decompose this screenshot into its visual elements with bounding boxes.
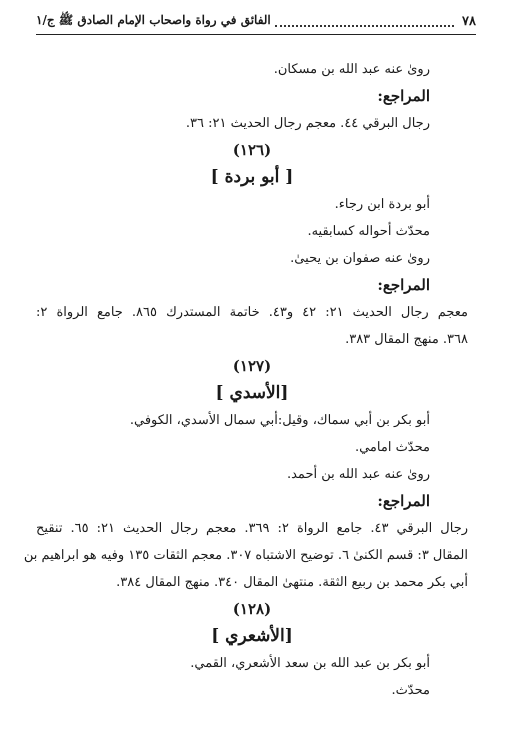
- page-number: ٧٨: [462, 13, 476, 29]
- entry-number: (١٢٦): [232, 141, 272, 159]
- references-line: معجم رجال الحديث ٢١: ٤٢ و٤٣. خاتمة المستدرك ٨٦٥. جامع الرواة ٢:: [36, 305, 468, 320]
- references-line: رجال البرقي ٤٣. جامع الرواة ٢: ٣٦٩. معجم رجال الحديث ٢١: ٦٥. تنقيح: [36, 521, 469, 536]
- entry-title: [ أبو بردة ]: [210, 167, 294, 187]
- body-line: روىٰ عنه عبد الله بن أحمد.: [286, 467, 430, 482]
- references-heading: المراجع:: [377, 87, 430, 105]
- references-heading: المراجع:: [377, 276, 430, 294]
- entry-number: (١٢٧): [232, 357, 272, 375]
- body-line: محدّث.: [391, 683, 430, 698]
- entry-number: (١٢٨): [232, 600, 272, 618]
- running-header: [36, 10, 476, 32]
- body-line: أبو بكر بن عبد الله بن سعد الأشعري، القمي.: [190, 656, 430, 671]
- body-line: روىٰ عنه عبد الله بن مسكان.: [273, 62, 430, 77]
- body-line: أبو بردة ابن رجاء.: [334, 197, 430, 212]
- page-body: [23, 56, 469, 704]
- references-heading: المراجع:: [377, 492, 430, 510]
- header-dot-leader: [275, 16, 454, 27]
- body-line: محدّث امامي.: [354, 440, 430, 455]
- body-line: روىٰ عنه صفوان بن يحيىٰ.: [290, 251, 430, 266]
- body-line: محدّث أحواله كسابقيه.: [307, 224, 430, 239]
- header-rule: [36, 34, 476, 35]
- running-title: الفائق في رواة واصحاب الإمام الصادق ﷺ ج/١: [36, 12, 271, 27]
- references-line: رجال البرقي ٤٤. معجم رجال الحديث ٢١: ٣٦.: [185, 116, 430, 131]
- references-line: ٣٦٨. منهج المقال ٣٨٣.: [345, 332, 468, 347]
- entry-title: [الأسدي ]: [215, 383, 289, 403]
- references-line: أبي بكر محمد بن ربيع الثقة. منتهىٰ المقال ٣٤٠. منهج المقال ٣٨٤.: [116, 575, 468, 590]
- body-line: أبو بكر بن أبي سماك، وقيل:أبي سمال الأسدي، الكوفي.: [129, 413, 430, 428]
- entry-title: [الأشعري ]: [211, 626, 293, 646]
- references-line: المقال ٣: قسم الكنىٰ ٦. توضيح الاشتباه ٣٠٧. معجم الثقات ١٣٥ وفيه هو ابراهيم بن: [23, 548, 468, 563]
